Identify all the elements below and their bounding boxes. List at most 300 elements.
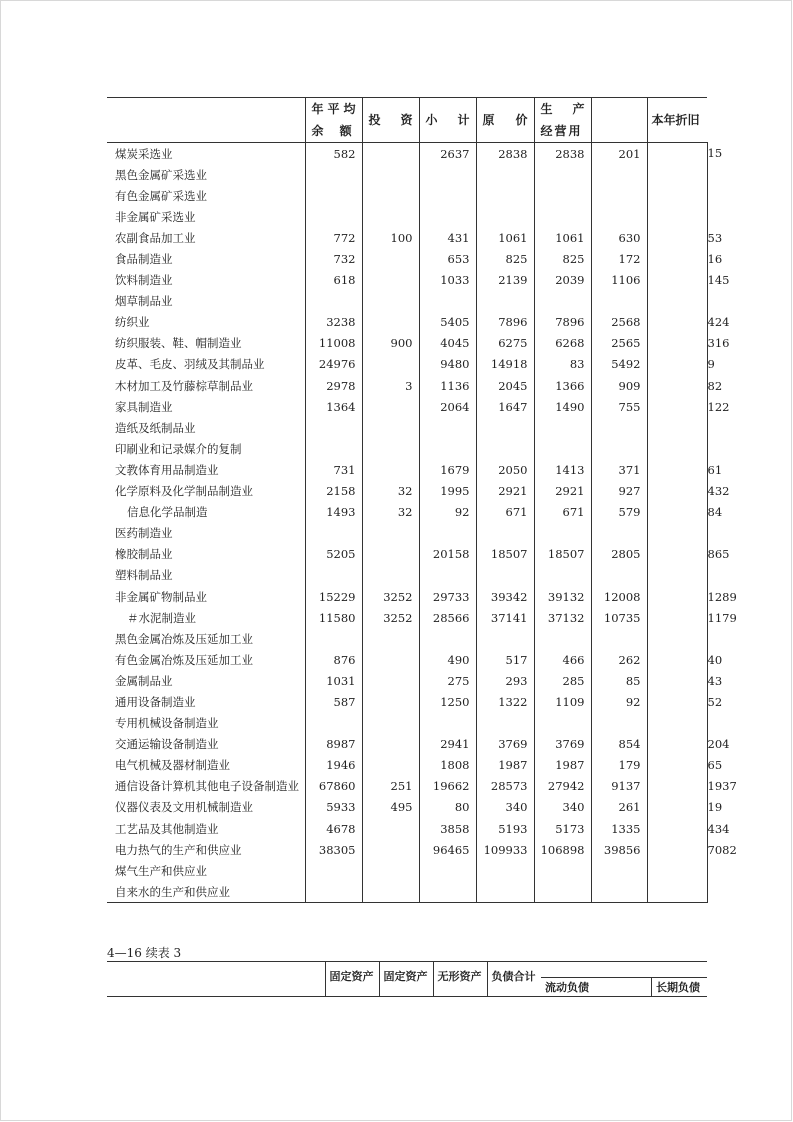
value-cell [534, 164, 591, 185]
value-cell: 1946 [305, 755, 362, 776]
industry-name: 非金属矿采选业 [115, 209, 196, 224]
value-cell: 1106 [591, 270, 647, 291]
value-cell [647, 523, 707, 544]
value-cell: 2805 [591, 544, 647, 565]
header-annual-depreciation: 本年折旧 [647, 98, 707, 143]
value-cell [419, 185, 476, 206]
industry-name: 工艺品及其他制造业 [115, 821, 219, 836]
industry-name: 信息化学品制造 [127, 505, 208, 520]
value-cell [647, 312, 707, 333]
header-investment: 投 资 [362, 98, 419, 143]
value-cell: 618 [305, 270, 362, 291]
value-cell: 2838 [534, 143, 591, 165]
value-cell [305, 291, 362, 312]
value-cell: 1493 [305, 502, 362, 523]
value-cell: 262 [591, 649, 647, 670]
value-cell [647, 143, 707, 165]
value-cell [419, 438, 476, 459]
value-cell [362, 649, 419, 670]
value-cell [534, 185, 591, 206]
value-cell: 2568 [591, 312, 647, 333]
value-cell: 466 [534, 649, 591, 670]
value-cell [647, 797, 707, 818]
value-cell [591, 417, 647, 438]
value-cell: 106898 [534, 839, 591, 860]
value-cell: 5933 [305, 797, 362, 818]
value-cell: 1987 [534, 755, 591, 776]
value-cell: 731 [305, 459, 362, 480]
value-cell [305, 523, 362, 544]
value-cell: 28573 [476, 776, 534, 797]
value-cell: 900 [362, 333, 419, 354]
value-cell: 3769 [476, 734, 534, 755]
table-row: 信息化学品制造 1493 32 92 671 671 579 84 [107, 502, 707, 523]
value-cell [476, 628, 534, 649]
value-cell [476, 523, 534, 544]
industry-data-table [107, 97, 737, 903]
value-cell [647, 502, 707, 523]
value-cell [591, 185, 647, 206]
table-row: 煤炭采选业 582 2637 2838 2838 201 15 [107, 143, 707, 165]
value-cell [305, 565, 362, 586]
value-cell: 6268 [534, 333, 591, 354]
value-cell [362, 544, 419, 565]
value-cell: 15229 [305, 586, 362, 607]
value-cell: 2045 [476, 375, 534, 396]
value-cell [362, 713, 419, 734]
value-cell: 67860 [305, 776, 362, 797]
value-cell [647, 354, 707, 375]
value-cell [591, 206, 647, 227]
industry-name: 电力热气的生产和供应业 [115, 842, 242, 857]
value-cell [305, 164, 362, 185]
value-cell [591, 164, 647, 185]
value-cell [476, 291, 534, 312]
value-cell [647, 438, 707, 459]
value-cell [591, 523, 647, 544]
value-cell [647, 417, 707, 438]
value-cell [476, 185, 534, 206]
table-row: 文教体育用品制造业 731 1679 2050 1413 371 61 [107, 459, 707, 480]
value-cell [305, 185, 362, 206]
table-row [107, 206, 707, 227]
value-cell: 7896 [476, 312, 534, 333]
value-cell: 1647 [476, 396, 534, 417]
value-cell: 3238 [305, 312, 362, 333]
industry-name: 有色金属冶炼及压延加工业 [115, 652, 253, 667]
value-cell [476, 565, 534, 586]
table-row [107, 164, 707, 185]
value-cell [419, 206, 476, 227]
value-cell: 2637 [419, 143, 476, 165]
value-cell [476, 713, 534, 734]
cont-header-long-term-liabilities: 长期负债 [651, 962, 707, 997]
value-cell: 2039 [534, 270, 591, 291]
value-cell [362, 164, 419, 185]
value-cell: 2978 [305, 375, 362, 396]
value-cell: 431 [419, 227, 476, 248]
value-cell [534, 291, 591, 312]
value-cell: 7896 [534, 312, 591, 333]
value-cell: 1061 [476, 227, 534, 248]
value-cell: 340 [534, 797, 591, 818]
value-cell: 14918 [476, 354, 534, 375]
value-cell [476, 206, 534, 227]
value-cell: 3769 [534, 734, 591, 755]
value-cell: 755 [591, 396, 647, 417]
value-cell: 4678 [305, 818, 362, 839]
value-cell [419, 164, 476, 185]
industry-name: 农副食品加工业 [115, 230, 196, 245]
cont-header-fixed-assets-2: 固定资产 [379, 962, 433, 997]
value-cell: 876 [305, 649, 362, 670]
value-cell [362, 417, 419, 438]
industry-name: 塑料制品业 [115, 568, 173, 583]
value-cell [591, 713, 647, 734]
value-cell [647, 607, 707, 628]
value-cell [534, 565, 591, 586]
value-cell [647, 691, 707, 712]
value-cell: 1808 [419, 755, 476, 776]
value-cell [591, 291, 647, 312]
value-cell: 579 [591, 502, 647, 523]
value-cell: 2838 [476, 143, 534, 165]
value-cell: 100 [362, 227, 419, 248]
value-cell [362, 755, 419, 776]
value-cell: 671 [476, 502, 534, 523]
table-row: 食品制造业 732 653 825 825 172 16 [107, 248, 707, 269]
value-cell: 39856 [591, 839, 647, 860]
value-cell [419, 628, 476, 649]
cont-header-current-liabilities: 流动负债 [541, 962, 651, 997]
value-cell: 1987 [476, 755, 534, 776]
value-cell [362, 143, 419, 165]
industry-name: 印刷业和记录媒介的复制 [115, 441, 242, 456]
value-cell: 39342 [476, 586, 534, 607]
cont-header-intangible-assets: 无形资产 [433, 962, 487, 997]
value-cell [476, 438, 534, 459]
value-cell: 29733 [419, 586, 476, 607]
value-cell [362, 459, 419, 480]
value-cell: 83 [534, 354, 591, 375]
industry-name: 化学原料及化学制品制造业 [115, 484, 253, 499]
table-row [107, 185, 707, 206]
value-cell [362, 734, 419, 755]
value-cell [362, 860, 419, 881]
continuation-table-header [107, 961, 707, 997]
value-cell: 80 [419, 797, 476, 818]
table-row: 电力热气的生产和供应业 38305 96465 109933 106898 39856 7082 [107, 839, 707, 860]
value-cell: 2064 [419, 396, 476, 417]
value-cell: 1995 [419, 481, 476, 502]
table-header-row [107, 98, 707, 143]
value-cell [647, 185, 707, 206]
table-row [107, 881, 707, 903]
value-cell: 1031 [305, 670, 362, 691]
value-cell [647, 164, 707, 185]
industry-name: 交通运输设备制造业 [115, 737, 219, 752]
value-cell [534, 438, 591, 459]
value-cell: 37141 [476, 607, 534, 628]
value-cell [476, 881, 534, 903]
table-row: 电气机械及器材制造业 1946 1808 1987 1987 179 65 [107, 755, 707, 776]
table-row: 农副食品加工业 772 100 431 1061 1061 630 53 [107, 227, 707, 248]
value-cell: 2921 [534, 481, 591, 502]
table-row: 皮革、毛皮、羽绒及其制品业 24976 9480 14918 83 5492 9 [107, 354, 707, 375]
value-cell: 582 [305, 143, 362, 165]
value-cell: 630 [591, 227, 647, 248]
industry-name: 纺织业 [115, 315, 150, 330]
value-cell: 5405 [419, 312, 476, 333]
value-cell: 8987 [305, 734, 362, 755]
value-cell: 825 [534, 248, 591, 269]
value-cell [305, 417, 362, 438]
value-cell: 179 [591, 755, 647, 776]
value-cell: 285 [534, 670, 591, 691]
value-cell: 27942 [534, 776, 591, 797]
value-cell: 2050 [476, 459, 534, 480]
value-cell: 772 [305, 227, 362, 248]
value-cell [305, 438, 362, 459]
value-cell: 85 [591, 670, 647, 691]
value-cell [647, 459, 707, 480]
value-cell [534, 881, 591, 903]
value-cell: 490 [419, 649, 476, 670]
value-cell [534, 628, 591, 649]
table-row [107, 628, 707, 649]
value-cell [362, 691, 419, 712]
value-cell [362, 206, 419, 227]
value-cell [647, 755, 707, 776]
value-cell: 1136 [419, 375, 476, 396]
industry-name: 医药制造业 [115, 526, 173, 541]
value-cell: 909 [591, 375, 647, 396]
value-cell [305, 713, 362, 734]
value-cell: 20158 [419, 544, 476, 565]
value-cell [362, 670, 419, 691]
value-cell [362, 312, 419, 333]
table-body [107, 143, 737, 903]
table-row [107, 291, 707, 312]
value-cell [476, 860, 534, 881]
value-cell: 11580 [305, 607, 362, 628]
value-cell [362, 881, 419, 903]
table-row [107, 565, 707, 586]
value-cell [647, 628, 707, 649]
value-cell [647, 881, 707, 903]
value-cell [647, 713, 707, 734]
table-row: 橡胶制品业 5205 20158 18507 18507 2805 865 [107, 544, 707, 565]
value-cell: 32 [362, 502, 419, 523]
value-cell [647, 649, 707, 670]
value-cell: 2921 [476, 481, 534, 502]
value-cell [476, 164, 534, 185]
value-cell [362, 818, 419, 839]
value-cell [591, 881, 647, 903]
value-cell: 18507 [476, 544, 534, 565]
value-cell [362, 438, 419, 459]
value-cell: 4045 [419, 333, 476, 354]
value-cell [647, 670, 707, 691]
value-cell [362, 628, 419, 649]
industry-name: 橡胶制品业 [115, 547, 173, 562]
table-row: 工艺品及其他制造业 4678 3858 5193 5173 1335 434 [107, 818, 707, 839]
industry-name: 黑色金属冶炼及压延加工业 [115, 631, 253, 646]
table-row: 纺织服装、鞋、帽制造业 11008 900 4045 6275 6268 2565 316 [107, 333, 707, 354]
value-cell: 24976 [305, 354, 362, 375]
table-row: ＃水泥制造业 11580 3252 28566 37141 37132 10735 1179 [107, 607, 707, 628]
value-cell [591, 438, 647, 459]
value-cell: 3 [362, 375, 419, 396]
value-cell [534, 206, 591, 227]
industry-name: 仪器仪表及文用机械制造业 [115, 800, 253, 815]
table-row: 仪器仪表及文用机械制造业 5933 495 80 340 340 261 19 [107, 797, 707, 818]
value-cell: 92 [419, 502, 476, 523]
industry-name: 非金属矿物制品业 [115, 589, 207, 604]
table-row [107, 713, 707, 734]
value-cell: 251 [362, 776, 419, 797]
value-cell: 6275 [476, 333, 534, 354]
value-cell: 12008 [591, 586, 647, 607]
value-cell: 1061 [534, 227, 591, 248]
industry-name: 造纸及纸制品业 [115, 420, 196, 435]
industry-name: 食品制造业 [115, 252, 173, 267]
value-cell [647, 227, 707, 248]
table-row: 有色金属冶炼及压延加工业 876 490 517 466 262 40 [107, 649, 707, 670]
table-row: 纺织业 3238 5405 7896 7896 2568 424 [107, 312, 707, 333]
value-cell: 201 [591, 143, 647, 165]
value-cell [419, 713, 476, 734]
value-cell: 1366 [534, 375, 591, 396]
value-cell [362, 354, 419, 375]
value-cell: 1490 [534, 396, 591, 417]
industry-name: 通用设备制造业 [115, 694, 196, 709]
value-cell: 3252 [362, 607, 419, 628]
table-row: 金属制品业 1031 275 293 285 85 43 [107, 670, 707, 691]
value-cell: 2941 [419, 734, 476, 755]
value-cell: 2158 [305, 481, 362, 502]
table-row: 化学原料及化学制品制造业 2158 32 1995 2921 2921 927 432 [107, 481, 707, 502]
value-cell [647, 396, 707, 417]
value-cell: 37132 [534, 607, 591, 628]
header-industry-name [107, 98, 305, 143]
value-cell: 2565 [591, 333, 647, 354]
value-cell: 732 [305, 248, 362, 269]
industry-name: 通信设备计算机其他电子设备制造业 [115, 779, 299, 794]
industry-name: 煤气生产和供应业 [115, 863, 207, 878]
value-cell [362, 523, 419, 544]
value-cell: 32 [362, 481, 419, 502]
value-cell: 261 [591, 797, 647, 818]
value-cell [534, 417, 591, 438]
value-cell: 9137 [591, 776, 647, 797]
value-cell [419, 523, 476, 544]
value-cell: 1322 [476, 691, 534, 712]
table-row: 通信设备计算机其他电子设备制造业 67860 251 19662 28573 27942 9137 1937 [107, 776, 707, 797]
value-cell [647, 333, 707, 354]
industry-name: 家具制造业 [115, 399, 173, 414]
value-cell: 1250 [419, 691, 476, 712]
value-cell: 293 [476, 670, 534, 691]
industry-name: 煤炭采选业 [115, 146, 173, 161]
value-cell [647, 776, 707, 797]
table-row: 交通运输设备制造业 8987 2941 3769 3769 854 204 [107, 734, 707, 755]
industry-name: 木材加工及竹藤棕草制品业 [115, 378, 253, 393]
value-cell [419, 417, 476, 438]
industry-name: 专用机械设备制造业 [115, 716, 219, 731]
value-cell [362, 839, 419, 860]
value-cell: 2139 [476, 270, 534, 291]
industry-name: 黑色金属矿采选业 [115, 167, 207, 182]
value-cell [591, 565, 647, 586]
value-cell [305, 881, 362, 903]
value-cell: 38305 [305, 839, 362, 860]
continuation-caption: 4—16 续表 3 [107, 946, 182, 960]
cont-header-fixed-assets-1: 固定资产 [325, 962, 379, 997]
value-cell [534, 713, 591, 734]
industry-name: 文教体育用品制造业 [115, 462, 219, 477]
value-cell [419, 860, 476, 881]
value-cell: 5193 [476, 818, 534, 839]
value-cell: 495 [362, 797, 419, 818]
table-row: 通用设备制造业 587 1250 1322 1109 92 52 [107, 691, 707, 712]
value-cell: 92 [591, 691, 647, 712]
value-cell [647, 248, 707, 269]
value-cell: 371 [591, 459, 647, 480]
value-cell: 275 [419, 670, 476, 691]
cont-header-total-liabilities: 负债合计 [487, 962, 541, 997]
value-cell [647, 860, 707, 881]
value-cell: 854 [591, 734, 647, 755]
value-cell: 9480 [419, 354, 476, 375]
table-row [107, 523, 707, 544]
value-cell [534, 523, 591, 544]
value-cell: 39132 [534, 586, 591, 607]
value-cell: 10735 [591, 607, 647, 628]
value-cell [305, 628, 362, 649]
header-production-use: 生 产 经营用 [534, 98, 591, 143]
value-cell: 340 [476, 797, 534, 818]
table-row: 非金属矿物制品业 15229 3252 29733 39342 39132 12008 1289 [107, 586, 707, 607]
value-cell [591, 628, 647, 649]
industry-name: 电气机械及器材制造业 [115, 758, 230, 773]
value-cell [591, 860, 647, 881]
value-cell: 1335 [591, 818, 647, 839]
header-annual-average-balance: 年 平 均 余 额 [305, 98, 362, 143]
table-row: 家具制造业 1364 2064 1647 1490 755 122 [107, 396, 707, 417]
industry-name: 金属制品业 [115, 673, 173, 688]
value-cell [647, 481, 707, 502]
value-cell: 28566 [419, 607, 476, 628]
industry-name: 有色金属矿采选业 [115, 188, 207, 203]
value-cell [419, 291, 476, 312]
value-cell [305, 860, 362, 881]
industry-name: ＃水泥制造业 [127, 610, 196, 625]
value-cell: 5492 [591, 354, 647, 375]
value-cell: 19662 [419, 776, 476, 797]
value-cell: 1364 [305, 396, 362, 417]
value-cell [305, 206, 362, 227]
value-cell [362, 185, 419, 206]
value-cell [647, 586, 707, 607]
industry-name: 自来水的生产和供应业 [107, 881, 305, 903]
value-cell [476, 417, 534, 438]
value-cell [362, 248, 419, 269]
value-cell: 653 [419, 248, 476, 269]
value-cell [647, 270, 707, 291]
value-cell: 1109 [534, 691, 591, 712]
value-cell: 517 [476, 649, 534, 670]
